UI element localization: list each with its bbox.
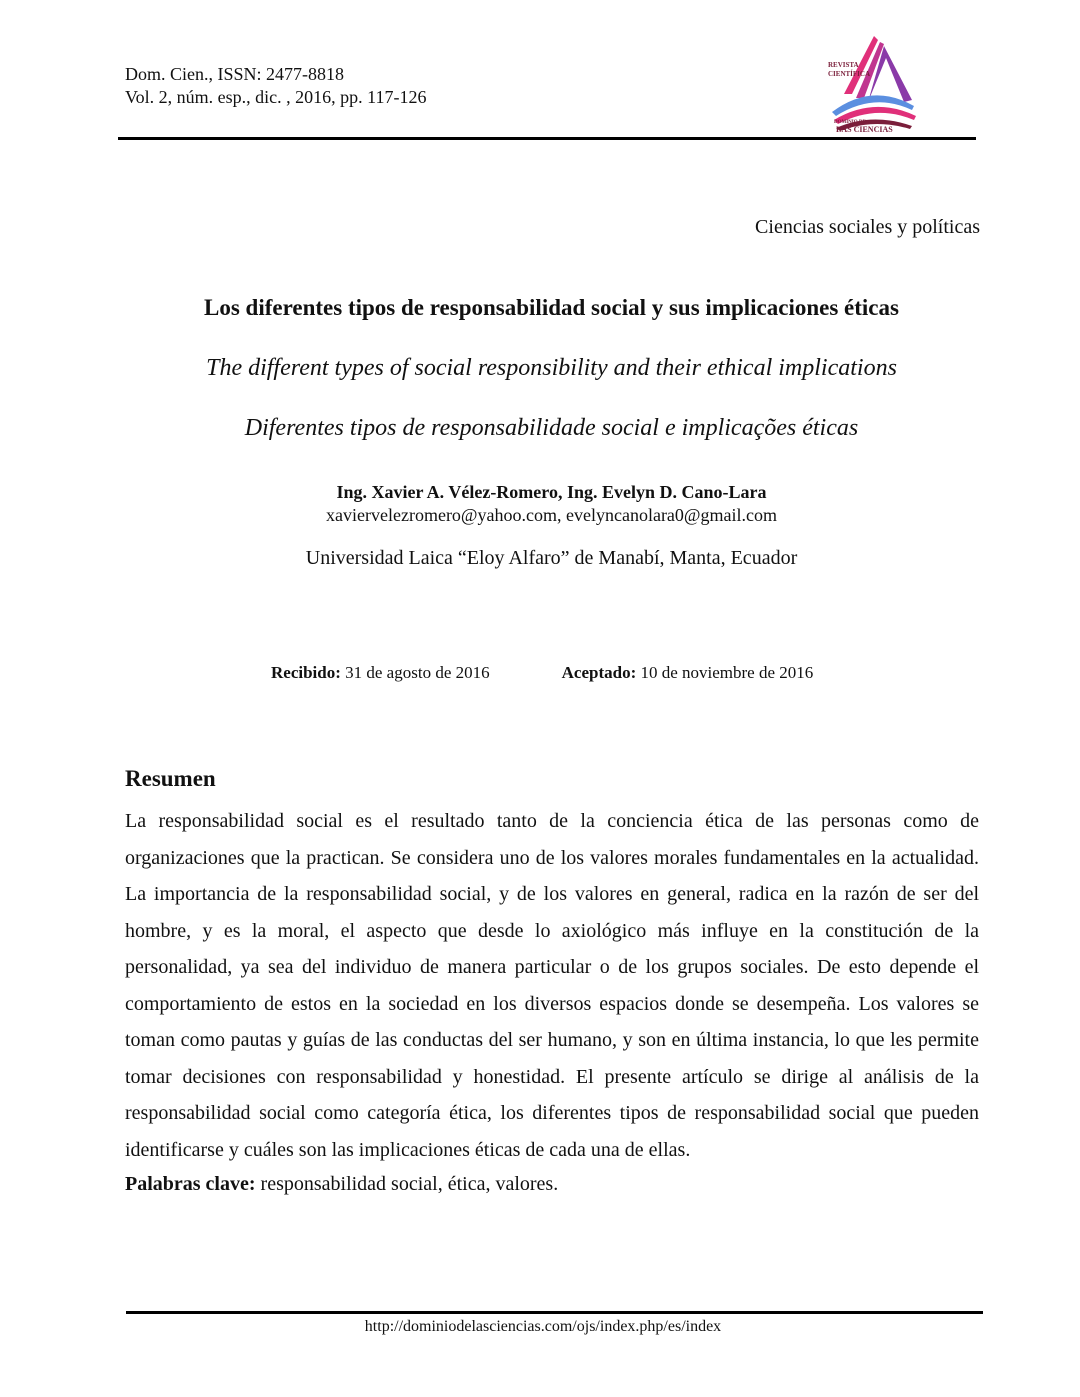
logo-text-revista: REVISTA — [828, 61, 859, 69]
title-spanish: Los diferentes tipos de responsabilidad social y sus implicaciones éticas — [204, 295, 899, 320]
logo-text-ciencias: LAS CIENCIAS — [836, 125, 893, 134]
keywords-value: responsabilidad social, ética, valores. — [260, 1173, 559, 1195]
title-portuguese: Diferentes tipos de responsabilidade social e implicações éticas — [244, 415, 859, 441]
logo-text-cientifica: CIENTÍFICA — [828, 70, 871, 78]
accepted-date: 10 de noviembre de 2016 — [640, 663, 814, 682]
abstract-body: La responsabilidad social es el resultado tanto de la conciencia ética de las personas como de organizaciones que la practican. Se considera uno de los valores morales fundamentales en la actualidad. La importancia de la responsabilidad social, y de los valores en general, radica en la razón de ser del hombre, y es la moral, el aspecto que desde lo axiológico más influye en la constitución de la personalidad, ya sea del individuo de manera particular o de los grupos sociales. De esto depende el comportamiento de estos en la sociedad en los diversos espacios donde se desempeña. Los valores se toman como pautas y guías de las conductas del ser humano, y son en última instancia, lo que les permite tomar decisiones con responsabilidad y honestidad. El presente artículo se dirige al análisis de la responsabilidad social como categoría ética, los diferentes tipos de responsabilidad social que pueden identificarse y cuáles son las implicaciones éticas de cada una de ellas. — [125, 810, 979, 1161]
logo-text-dominio: DOMINIO DE — [834, 120, 866, 125]
footer-rule — [126, 1311, 983, 1314]
journal-issn: Dom. Cien., ISSN: 2477-8818 — [125, 64, 345, 84]
journal-logo — [822, 32, 922, 136]
header-rule — [118, 137, 976, 140]
received-date: 31 de agosto de 2016 — [345, 663, 490, 682]
author-names: Ing. Xavier A. Vélez-Romero, Ing. Evelyn D. Cano-Lara — [336, 482, 767, 502]
abstract-heading: Resumen — [125, 766, 216, 791]
author-affiliation: Universidad Laica “Eloy Alfaro” de Manabí, Manta, Ecuador — [305, 547, 798, 569]
keywords-label: Palabras clave: — [125, 1173, 256, 1195]
author-emails: xaviervelezromero@yahoo.com, evelyncanolara0@gmail.com — [326, 505, 777, 525]
accepted-label: Aceptado: — [561, 663, 637, 682]
received-label: Recibido: — [271, 663, 341, 682]
section-label: Ciencias sociales y políticas — [755, 216, 980, 238]
footer-url: http://dominiodelasciencias.com/ojs/index.php/es/index — [364, 1318, 722, 1335]
submission-dates — [271, 663, 813, 683]
journal-volume: Vol. 2, núm. esp., dic. , 2016, pp. 117-126 — [125, 87, 427, 107]
keywords — [125, 1173, 558, 1196]
title-english: The different types of social responsibility and their ethical implications — [206, 355, 897, 381]
journal-info — [125, 63, 427, 109]
